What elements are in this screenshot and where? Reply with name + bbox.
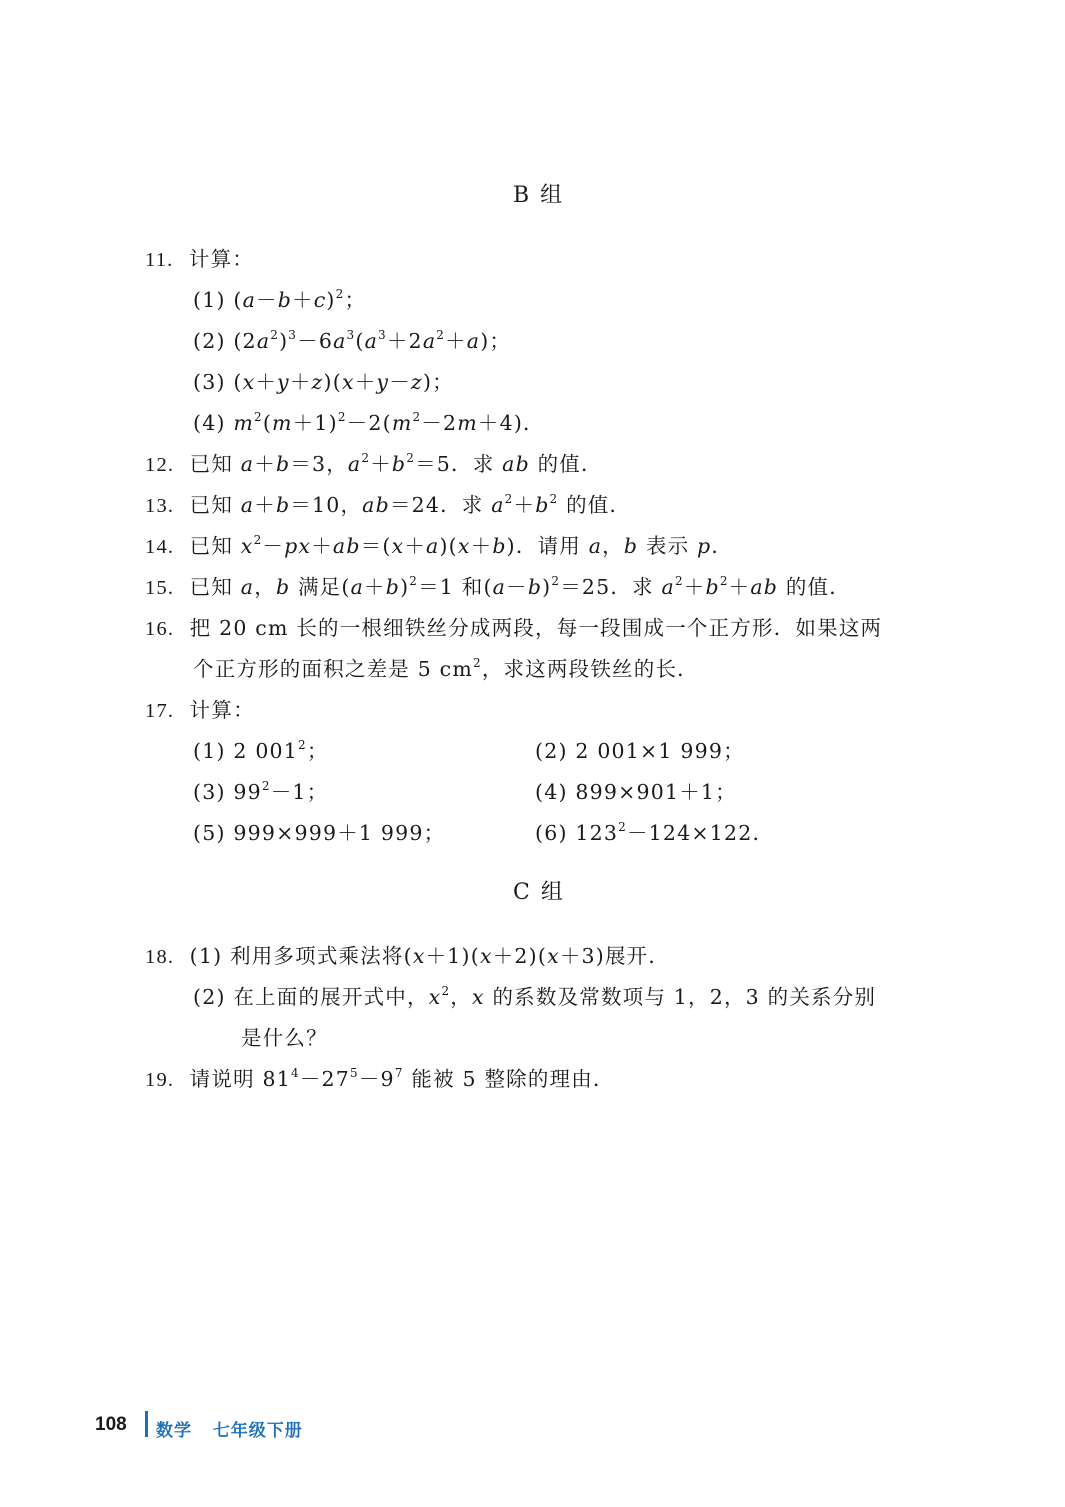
math-expression: $123^2-124\times 122$． [575, 820, 775, 845]
question-text: 已知 a＋b＝10，ab＝24．求 $a^2+b^2$ 的值． [189, 492, 632, 517]
q17-item-5 [193, 816, 445, 846]
question-17 [145, 693, 255, 723]
question-number: 14. [145, 536, 175, 558]
q11-item-3 [193, 365, 454, 395]
item-label: (1) [189, 944, 223, 968]
q11-item-4 [193, 406, 545, 436]
footer-grade: 七年级下册 [212, 1421, 303, 1441]
question-text: 请说明 $81^4-27^5-9^7$ 能被 5 整除的理由． [189, 1066, 615, 1091]
question-text: 计算： [189, 698, 255, 722]
item-label: (3) [193, 370, 226, 394]
question-text: 利用多项式乘法将(x＋1)(x＋2)(x＋3)展开． [230, 944, 671, 968]
question-number: 17. [145, 700, 175, 722]
question-text-line-1: 把 20 cm 长的一根细铁丝分成两段，每一段围成一个正方形．如果这两 [189, 616, 883, 640]
page-number: 108 [95, 1414, 127, 1435]
item-label: (4) [535, 780, 568, 804]
math-expression: 899×901＋1； [575, 780, 737, 804]
q17-item-1 [193, 734, 329, 764]
item-label: (3) [193, 780, 226, 804]
question-number: 15. [145, 577, 175, 599]
q17-item-3 [193, 775, 328, 805]
question-text: 计算： [188, 247, 255, 271]
question-text: 是什么？ [241, 1026, 328, 1050]
question-text: 已知 a，b 满足$(a+b)^2=1$ 和$(a-b)^2=25$．求 $a^2+b^2+ab$ 的值． [189, 574, 851, 599]
question-15 [145, 570, 851, 600]
question-16 [145, 611, 882, 641]
math-expression: 2 $001^2$； [233, 738, 329, 763]
math-expression: (x＋y＋z)(x＋y－z)； [233, 370, 454, 394]
section-b-heading: B 组 [513, 183, 565, 208]
question-number: 11. [145, 249, 174, 271]
math-expression: $m^2(m+1)^2-2(m^2-2m+4)$． [233, 410, 545, 435]
section-c-heading: C 组 [513, 880, 565, 905]
question-text-line-2: 个正方形的面积之差是 5 cm [193, 657, 473, 681]
question-11 [145, 242, 254, 272]
question-12 [145, 447, 603, 477]
question-number: 19. [145, 1069, 175, 1091]
math-expression: 2 001×1 999； [575, 739, 745, 763]
q17-item-2 [535, 734, 745, 764]
math-expression: 999×999＋1 999； [233, 821, 446, 845]
question-18-part-2-continued [241, 1021, 328, 1051]
question-text: 已知 a＋b＝3，$a^2+b^2=5$．求 ab 的值． [189, 451, 603, 476]
question-number: 16. [145, 618, 175, 640]
math-expression: $(a-b+c)^2$； [233, 287, 367, 312]
q17-item-4 [535, 775, 737, 805]
question-text: 已知 $x^2-px+ab=(x+a)(x+b)$．请用 a，b 表示 p． [189, 533, 734, 558]
question-16-continued: 个正方形的面积之差是 5 $cm^2$，求这两段铁丝的长． [193, 656, 699, 681]
question-text-line-2-end: ，求这两段铁丝的长． [481, 657, 699, 681]
item-label: (1) [193, 739, 226, 763]
question-number: 18. [145, 946, 175, 968]
question-19 [145, 1062, 615, 1092]
question-18-part-2 [193, 980, 876, 1010]
q11-item-1 [193, 283, 366, 313]
footer-book-title [156, 1416, 303, 1441]
item-label: (1) [193, 288, 226, 312]
math-expression: $(2a^2)^3-6a^3(a^3+2a^2+a)$； [233, 328, 512, 353]
q17-item-6 [535, 816, 774, 846]
question-18 [145, 939, 670, 969]
question-13 [145, 488, 631, 518]
footer-divider [145, 1411, 148, 1437]
math-expression: $99^2-1$； [233, 779, 329, 804]
item-label: (5) [193, 821, 226, 845]
footer-subject: 数学 [156, 1421, 192, 1441]
question-14 [145, 529, 733, 559]
q11-item-2 [193, 324, 511, 354]
item-label: (2) [193, 329, 226, 353]
question-number: 12. [145, 454, 175, 476]
item-label: (4) [193, 411, 226, 435]
question-text: 在上面的展开式中，$x^2$，x 的系数及常数项与 1，2，3 的关系分别 [233, 984, 877, 1009]
question-number: 13. [145, 495, 175, 517]
item-label: (2) [535, 739, 568, 763]
item-label: (2) [193, 985, 226, 1009]
item-label: (6) [535, 821, 568, 845]
